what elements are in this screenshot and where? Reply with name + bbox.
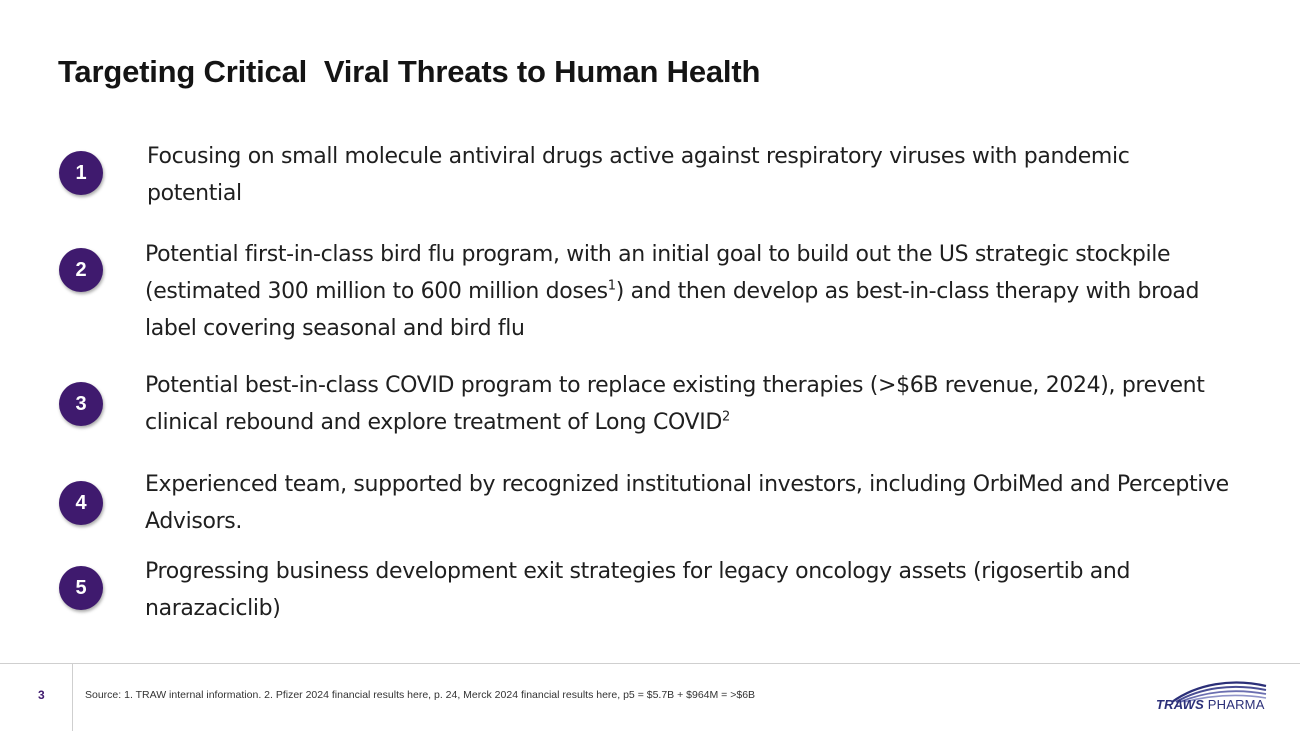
- item-text-3: [145, 367, 1205, 441]
- number-badge-1: 1: [59, 151, 103, 195]
- number-badge-2: 2: [59, 248, 103, 292]
- page-title: Targeting Critical Viral Threats to Human Health: [58, 54, 761, 89]
- footer-divider: [72, 664, 73, 731]
- footer-rule: [0, 663, 1300, 664]
- item-text-3-part-a: Potential best-in-class COVID program to replace existing therapies (>$6B revenue, 2024), prevent clinical rebound and explore treatment of Long COVID: [145, 373, 1205, 435]
- footer-source: Source: 1. TRAW internal information. 2. Pfizer 2024 financial results here, p. 24, Merck 2024 financial results here, p5 = $5.7B + $964M = >$6B: [85, 689, 756, 701]
- number-badge-3: 3: [59, 382, 103, 426]
- logo-word-traws: TRAWS: [1156, 697, 1204, 712]
- number-badge-5: 5: [59, 566, 103, 610]
- item-text-1: Focusing on small molecule antiviral drugs active against respiratory viruses with pandemic potential: [147, 144, 1130, 206]
- logo-word-pharma: PHARMA: [1207, 697, 1265, 712]
- number-badge-4: 4: [59, 481, 103, 525]
- company-logo-text: [1156, 697, 1265, 712]
- item-text-2: [145, 236, 1225, 347]
- item-text-2-part-a: Potential first-in-class bird flu program, with an initial goal to build out the US strategic stockpile (estimated 300 million to 600 million doses: [145, 242, 1171, 304]
- item-text-2-part-b: ) and then develop as best-in-class therapy with broad label covering seasonal and bird flu: [145, 279, 1200, 341]
- item-text-5: Progressing business development exit strategies for legacy oncology assets (rigosertib and narazaciclib): [145, 559, 1131, 621]
- footnote-ref-1: 1: [607, 278, 616, 294]
- footnote-ref-2: 2: [721, 409, 730, 425]
- item-text-4: Experienced team, supported by recognized institutional investors, including OrbiMed and Perceptive Advisors.: [145, 472, 1229, 534]
- page-number: 3: [38, 688, 45, 702]
